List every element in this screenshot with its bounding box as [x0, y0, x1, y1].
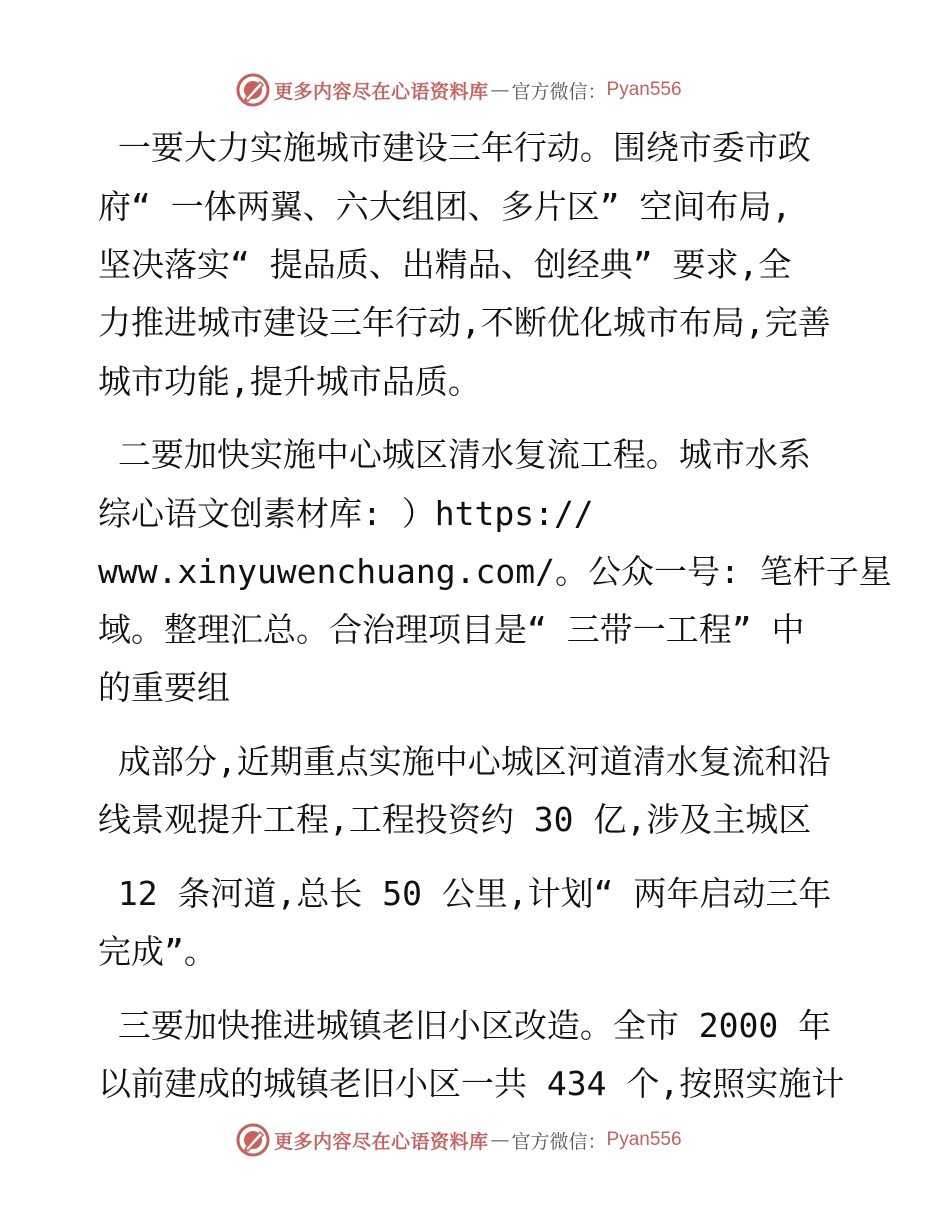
- watermark-dash: —: [490, 1129, 510, 1151]
- text-line: 坚决落实“ 提品质、出精品、创经典” 要求,全: [98, 245, 792, 284]
- text-line: 完成”。: [98, 932, 217, 971]
- watermark-wechat-id: Pyan556: [606, 79, 682, 100]
- watermark-main-text: 更多内容尽在心语资料库: [274, 80, 489, 103]
- text-line: www.xinyuwenchuang.com/。公众一号: 笔杆子星: [98, 552, 892, 591]
- text-line: 力推进城市建设三年行动,不断优化城市布局,完善: [98, 303, 831, 342]
- text-line: 域。整理汇总。合治理项目是“ 三带一工程” 中: [98, 610, 805, 649]
- text-line: 的重要组: [98, 668, 230, 707]
- text-line: 成部分,近期重点实施中心城区河道清水复流和沿: [98, 742, 831, 781]
- text-line: 府“ 一体两翼、六大组团、多片区” 空间布局,: [98, 187, 792, 226]
- text-line: 三要加快推进城镇老旧小区改造。全市 2000 年: [98, 1006, 832, 1045]
- watermark-sub-text: 官方微信: [511, 1130, 588, 1153]
- watermark-dash: —: [490, 79, 510, 101]
- watermark-main-text: 更多内容尽在心语资料库: [274, 1130, 489, 1153]
- header-watermark: [236, 72, 682, 108]
- watermark-colon: ：: [587, 1130, 607, 1153]
- text-line: 一要大力实施城市建设三年行动。围绕市委市政: [98, 128, 811, 167]
- text-line: 线景观提升工程,工程投资约 30 亿,涉及主城区: [98, 800, 812, 839]
- text-line: 城市功能,提升城市品质。: [98, 362, 481, 401]
- footer-watermark: [236, 1122, 682, 1158]
- watermark-colon: ：: [587, 80, 607, 103]
- watermark-sub-text: 官方微信: [511, 80, 588, 103]
- text-line: 12 条河道,总长 50 公里,计划“ 两年启动三年: [98, 874, 832, 913]
- watermark-wechat-id: Pyan556: [606, 1129, 682, 1150]
- text-line: 综心语文创素材库: ）https://: [98, 494, 594, 533]
- text-line: 二要加快实施中心城区清水复流工程。城市水系: [98, 435, 811, 474]
- pen-logo-icon: [236, 73, 270, 107]
- pen-logo-icon: [236, 1123, 270, 1157]
- text-line: 以前建成的城镇老旧小区一共 434 个,按照实施计: [98, 1064, 845, 1103]
